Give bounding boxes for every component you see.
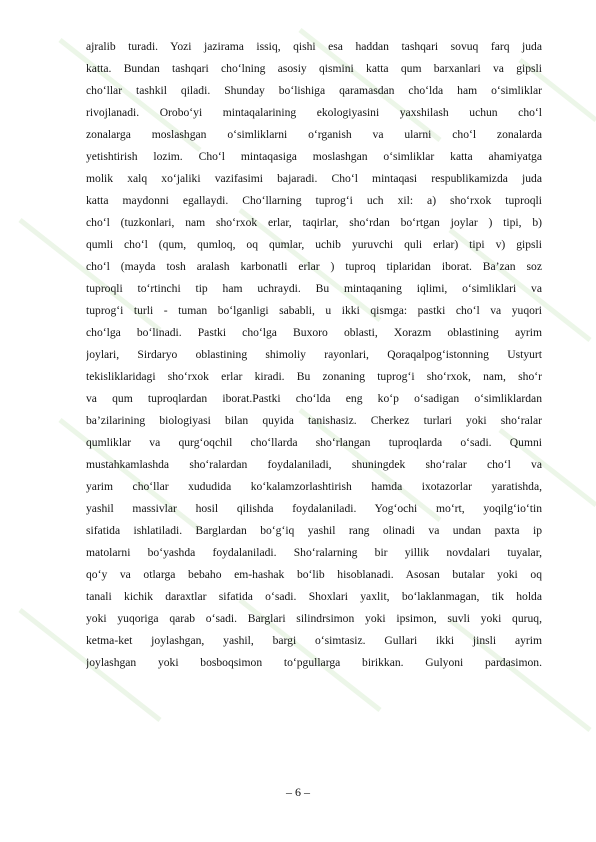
text-line: yoki yuqoriga qarab o‘sadi. Barglari silindrsimon yoki ipsimon, suvli yoki quruq, <box>86 612 542 625</box>
text-line: qo‘y va otlarga bebaho em-hashak bo‘lib hisoblanadi. Asosan butalar yoki oq <box>86 568 542 581</box>
text-line: ketma-ket joylashgan, yashil, bargi o‘simtasiz. Gullari ikki jinsli ayrim <box>86 634 542 647</box>
page-number: – 6 – <box>286 785 310 799</box>
text-line: zonalarga moslashgan o‘simliklarni o‘rganish va ularni cho‘l zonalarda <box>86 128 542 141</box>
text-line: molik xalq xo‘jaliki vazifasimi bajaradi. Cho‘l mintaqasi respublikamizda juda <box>86 172 542 185</box>
text-line: katta maydonni egallaydi. Cho‘llarning tuprog‘i uch xil: a) sho‘rxok tuproqli <box>86 194 542 207</box>
text-line: cho‘l (mayda tosh aralash karbonatli erlar ) tuproq tiplaridan iborat. Ba’zan soz <box>86 260 542 273</box>
text-line: katta. Bundan tashqari cho‘lning asosiy qismini katta qum barxanlari va gipsli <box>86 62 542 75</box>
text-line: mustahkamlashda sho‘ralardan foydalaniladi, shuningdek sho‘ralar cho‘l va <box>86 458 542 471</box>
text-line: matolarni bo‘yashda foydalaniladi. Sho‘ralarning bir yillik novdalari tuyalar, <box>86 546 542 559</box>
text-line: qumliklar va qurg‘oqchil cho‘llarda sho‘rlangan tuproqlarda o‘sadi. Qumni <box>86 436 542 449</box>
text-line: yetishtirish lozim. Cho‘l mintaqasiga moslashgan o‘simliklar katta ahamiyatga <box>86 150 542 163</box>
text-line: yarim cho‘llar xududida ko‘kalamzorlashtirish hamda ixotazorlar yaratishda, <box>86 480 542 493</box>
text-line: tekisliklaridagi sho‘rxok erlar kiradi. Bu zonaning tuprog‘i sho‘rxok, nam, sho‘r <box>86 370 542 383</box>
text-line: tanali kichik daraxtlar sifatida o‘sadi. Shoxlari yaxlit, bo‘laklanmagan, tik holda <box>86 590 542 603</box>
text-line: cho‘llar tashkil qiladi. Shunday bo‘lishiga qaramasdan cho‘lda ham o‘simliklar <box>86 84 542 97</box>
text-line: rivojlanadi. Orobo‘yi mintaqalarining ekologiyasini yaxshilash uchun cho‘l <box>86 106 542 119</box>
text-line: ajralib turadi. Yozi jazirama issiq, qishi esa haddan tashqari sovuq farq juda <box>86 40 542 53</box>
text-line: tuproqli to‘rtinchi tip ham uchraydi. Bu mintaqaning iqlimi, o‘simliklari va <box>86 282 542 295</box>
text-line: qumli cho‘l (qum, qumloq, oq qumlar, uchib yuruvchi quli erlar) tipi v) gipsli <box>86 238 542 251</box>
text-line: joylashgan yoki bosboqsimon to‘pgullarga birikkan. Gulyoni pardasimon. <box>86 656 542 669</box>
text-line: joylari, Sirdaryo oblastining shimoliy rayonlari, Qoraqalpog‘istonning Ustyurt <box>86 348 542 361</box>
text-line: va qum tuproqlardan iborat.Pastki cho‘lda eng ko‘p o‘sadigan o‘simliklardan <box>86 392 542 405</box>
body-text <box>86 36 542 674</box>
text-line: cho‘lga bo‘linadi. Pastki cho‘lga Buxoro oblasti, Xorazm oblastining ayrim <box>86 326 542 339</box>
text-line: sifatida ishlatiladi. Barglardan bo‘g‘iq yashil rang olinadi va undan paxta ip <box>86 524 542 537</box>
text-line: ba’zilarining biologiyasi bilan quyida tanishasiz. Cherkez turlari yoki sho‘ralar <box>86 414 542 427</box>
text-line: yashil massivlar hosil qilishda foydalaniladi. Yog‘ochi mo‘rt, yoqilg‘io‘tin <box>86 502 542 515</box>
text-line: tuprog‘i turli - tuman bo‘lganligi sababli, u ikki qismga: pastki cho‘l va yuqori <box>86 304 542 317</box>
text-line: cho‘l (tuzkonlari, nam sho‘rxok erlar, taqirlar, sho‘rdan bo‘rtgan joylar ) tipi, b) <box>86 216 542 229</box>
